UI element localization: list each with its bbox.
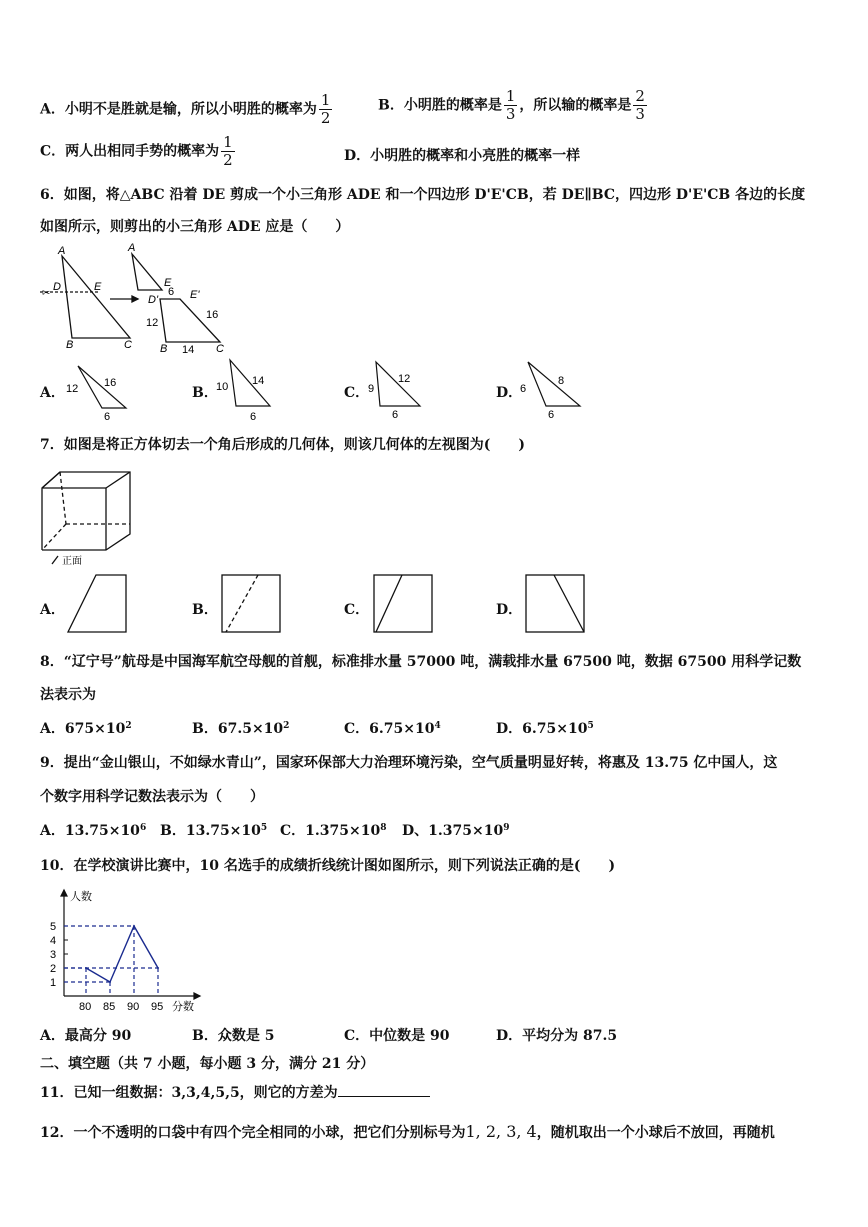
- data-point: [85, 967, 87, 969]
- data-point: [157, 967, 159, 969]
- label-d-prime: D': [148, 294, 159, 306]
- q7-option-c-label: C．: [344, 602, 370, 618]
- q8-option-c: C．$6.75\times 10^4$: [344, 721, 441, 737]
- q9-option-c: C．$1.375\times 10^8$: [280, 823, 387, 839]
- q10-option-c: C．中位数是 90: [344, 1028, 450, 1044]
- q9-stem-line2: 个数字用科学记数法表示为（ ）: [40, 789, 264, 805]
- x-tick-label: 90: [127, 1001, 140, 1013]
- q10-option-a: A．最高分 90: [40, 1028, 132, 1044]
- svg-text:12: 12: [398, 373, 411, 385]
- svg-text:9: 9: [368, 383, 375, 395]
- front-label: 正面: [62, 556, 82, 567]
- data-point: [109, 981, 111, 983]
- label-d: D: [53, 281, 61, 293]
- fraction: $\frac{1}{2}$: [320, 91, 331, 127]
- label-c: C: [124, 339, 132, 351]
- svg-text:12: 12: [66, 383, 79, 395]
- len-12: 12: [146, 317, 159, 329]
- y-tick-label: 4: [50, 935, 57, 947]
- q8-option-b: B．$67.5\times 10^2$: [192, 721, 290, 737]
- svg-text:16: 16: [104, 377, 117, 389]
- small-triangle: [132, 254, 162, 290]
- q9-option-d: D、$1.375\times 10^9$: [402, 823, 510, 839]
- q6-figure: [40, 242, 270, 357]
- x-tick-label: 85: [103, 1001, 116, 1013]
- q7-cut-cube-figure: [40, 462, 140, 572]
- q8-option-a: A．$675\times 10^2$: [40, 721, 132, 737]
- q7-option-a-view[interactable]: [66, 574, 128, 634]
- x-tick-label: 95: [151, 1001, 164, 1013]
- data-point: [133, 925, 135, 927]
- y-axis-label: 人数: [70, 891, 92, 903]
- svg-text:6: 6: [548, 409, 555, 421]
- fraction: $\frac{2}{3}$: [635, 87, 645, 123]
- scissors-icon: ✂: [42, 288, 51, 299]
- q10-line-chart: [40, 884, 210, 1014]
- q5-option-d: D．小明胜的概率和小亮胜的概率一样: [344, 148, 581, 164]
- answer-blank[interactable]: [338, 1084, 430, 1097]
- label-e2: E: [164, 277, 172, 289]
- y-tick-label: 1: [50, 977, 57, 989]
- q6-stem-line1: 6．如图，将△ABC 沿着 DE 剪成一个小三角形 ADE 和一个四边形 D'E'CB，若 DE∥BC，四边形 D'E'CB 各边的长度: [40, 187, 806, 203]
- q6-option-b-triangle[interactable]: [214, 356, 274, 423]
- label-c2: C: [216, 343, 224, 355]
- y-tick-label: 5: [50, 921, 57, 933]
- q10-stem: 10．在学校演讲比赛中，10 名选手的成绩折线统计图如图所示，则下列说法正确的是( ): [40, 858, 616, 874]
- q6-option-a-label: A．: [40, 385, 65, 401]
- fraction: $\frac{1}{3}$: [505, 87, 516, 123]
- y-axis-arrow-icon: [61, 890, 67, 896]
- q6-option-c-triangle[interactable]: [366, 358, 426, 421]
- label-a: A: [58, 245, 66, 257]
- y-tick-label: 3: [50, 949, 57, 961]
- fraction: $\frac{1}{2}$: [223, 133, 233, 169]
- label-b2: B: [160, 343, 168, 355]
- q8-stem-line2: 法表示为: [40, 687, 96, 703]
- q12: 12．一个不透明的口袋中有四个完全相同的小球，把它们分别标号为1, 2, 3, 4，随机取出一个小球后不放回，再随机: [40, 1122, 775, 1141]
- label-b: B: [66, 339, 74, 351]
- q6-option-d-label: D．: [496, 385, 523, 401]
- len-14: 14: [182, 344, 195, 356]
- y-tick-label: 2: [50, 963, 57, 975]
- q6-stem-line2: 如图所示，则剪出的小三角形 ADE 应是（ ）: [40, 219, 350, 235]
- svg-text:6: 6: [104, 411, 111, 423]
- svg-text:14: 14: [252, 375, 265, 387]
- q7-stem: 7．如图是将正方体切去一个角后形成的几何体，则该几何体的左视图为( ): [40, 437, 525, 453]
- q11: 11．已知一组数据：3,3,4,5,5，则它的方差为: [40, 1082, 430, 1102]
- q6-option-d-triangle[interactable]: [518, 358, 578, 421]
- x-axis-arrow-icon: [194, 993, 200, 999]
- svg-text:6: 6: [250, 411, 257, 423]
- svg-text:6: 6: [520, 383, 527, 395]
- svg-text:6: 6: [392, 409, 399, 421]
- q10-option-d: D．平均分为 87.5: [496, 1028, 618, 1044]
- label-e-prime: E': [190, 289, 200, 301]
- q5-option-a: A．小明不是胜就是输，所以小明胜的概率为 $\frac{1}{2}$: [40, 91, 331, 127]
- q6-option-b-label: B．: [192, 385, 218, 401]
- q9-stem-line1: 9．提出“金山银山，不如绿水青山”，国家环保部大力治理环境污染，空气质量明显好转，将惠及 13.75 亿中国人，这: [40, 755, 778, 771]
- q8-stem-line1: 8．“辽宁号”航母是中国海军航空母舰的首舰，标准排水量 57000 吨，满载排水量 67500 吨，数据 67500 用科学记数: [40, 654, 802, 670]
- series-line: [86, 926, 158, 982]
- svg-text:8: 8: [558, 375, 565, 387]
- q9-option-a: A．$13.75\times 10^6$: [40, 823, 147, 839]
- q8-option-d: D．$6.75\times 10^5$: [496, 721, 594, 737]
- len-6: 6: [168, 286, 175, 298]
- q10-option-b: B．众数是 5: [192, 1028, 275, 1044]
- q7-option-d-view[interactable]: [524, 574, 586, 634]
- label-a2: A: [128, 242, 136, 254]
- len-16: 16: [206, 309, 219, 321]
- front-arrow-icon: [52, 556, 58, 564]
- x-axis-label: 分数: [172, 1001, 194, 1013]
- q7-option-b-view[interactable]: [220, 574, 282, 634]
- section-heading: 二、填空题（共 7 小题，每小题 3 分，满分 21 分）: [40, 1056, 375, 1072]
- q6-option-a-triangle[interactable]: [62, 360, 122, 423]
- q5-option-b: B．小明胜的概率是 $\frac{1}{3}$ ，所以输的概率是 $\frac{2}{3}$: [378, 87, 645, 123]
- svg-text:10: 10: [216, 381, 229, 393]
- q7-option-c-view[interactable]: [372, 574, 434, 634]
- q9-option-b: B．$13.75\times 10^5$: [160, 823, 268, 839]
- q7-option-a-label: A．: [40, 602, 65, 618]
- arrow-icon: [132, 296, 138, 302]
- q7-option-b-label: B．: [192, 602, 218, 618]
- q7-option-d-label: D．: [496, 602, 523, 618]
- triangle-abc: [62, 256, 130, 338]
- q5-option-c: C．两人出相同手势的概率为 $\frac{1}{2}$: [40, 133, 233, 169]
- label-e: E: [94, 281, 102, 293]
- x-tick-label: 80: [79, 1001, 92, 1013]
- q6-option-c-label: C．: [344, 385, 370, 401]
